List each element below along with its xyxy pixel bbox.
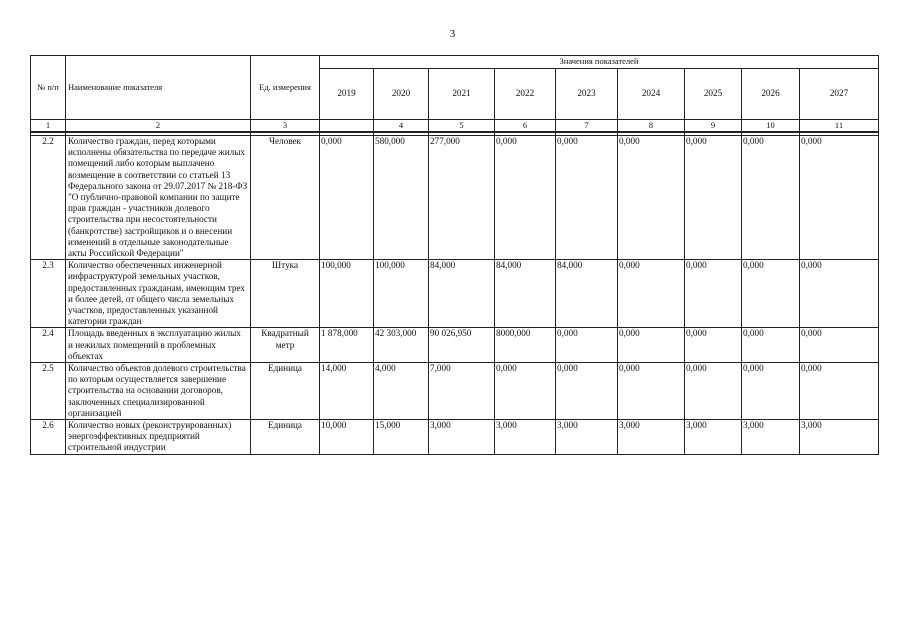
indicator-name: Количество обеспеченных инженерной инфраструктурой земельных участков, предоставленных гражданам, имеющим трех и более детей, от общего числа земельных участков, предоставленных указанной категории граждан: [66, 260, 251, 328]
indicator-value: 14,000: [320, 363, 374, 420]
indicator-value: 0,000: [742, 363, 800, 420]
column-number: 5: [429, 120, 495, 133]
column-number: 4: [374, 120, 429, 133]
indicator-value: 84,000: [429, 260, 495, 328]
column-number: 7: [556, 120, 618, 133]
header-year: 2019: [320, 69, 374, 120]
indicator-value: 3,000: [429, 420, 495, 455]
header-year: 2026: [742, 69, 800, 120]
column-number: 9: [685, 120, 742, 133]
indicator-value: 0,000: [800, 328, 879, 363]
column-number: [320, 120, 374, 133]
column-number: 11: [800, 120, 879, 133]
indicator-value: 277,000: [429, 136, 495, 260]
unit-of-measure: Человек: [251, 136, 320, 260]
indicator-value: 0,000: [800, 363, 879, 420]
indicator-value: 0,000: [495, 136, 556, 260]
column-number: 8: [618, 120, 685, 133]
header-year: 2020: [374, 69, 429, 120]
header-year: 2027: [800, 69, 879, 120]
header-year: 2025: [685, 69, 742, 120]
indicator-value: 0,000: [742, 328, 800, 363]
header-num: № п/п: [31, 56, 66, 120]
indicator-name: Количество объектов долевого строительства по которым осуществляется завершение строительства на основании договоров, заключенных специализированной организацией: [66, 363, 251, 420]
indicator-value: 0,000: [618, 136, 685, 260]
indicator-value: 3,000: [495, 420, 556, 455]
indicator-value: 4,000: [374, 363, 429, 420]
column-number: 6: [495, 120, 556, 133]
row-number: 2.3: [31, 260, 66, 328]
indicator-value: 3,000: [556, 420, 618, 455]
table-row: [31, 420, 879, 455]
indicator-value: 7,000: [429, 363, 495, 420]
indicator-value: 3,000: [685, 420, 742, 455]
header-unit: Ед. измерения: [251, 56, 320, 120]
table-row: [31, 363, 879, 420]
header-year: 2023: [556, 69, 618, 120]
indicator-value: 0,000: [556, 328, 618, 363]
unit-of-measure: Единица: [251, 363, 320, 420]
indicator-name: Количество новых (реконструированных) энергоэффективных предприятий строительной индустрии: [66, 420, 251, 455]
indicator-value: 0,000: [556, 363, 618, 420]
indicator-value: 3,000: [800, 420, 879, 455]
indicator-name: Количество граждан, перед которыми исполнены обязательства по передаче жилых помещений либо которым выплачено возмещение в соответствии со статьей 13 Федерального закона от 29.07.2017 № 218-ФЗ "О публично-правовой компании по защите прав граждан - участников долевого строительства при несостоятельности (банкротстве) застройщиков и о внесении изменений в отдельные законодательные акты Российской Федерации": [66, 136, 251, 260]
indicator-value: 0,000: [618, 363, 685, 420]
table-row: [31, 328, 879, 363]
indicator-value: 3,000: [618, 420, 685, 455]
indicator-value: 84,000: [495, 260, 556, 328]
indicator-value: 0,000: [685, 136, 742, 260]
indicator-name: Площадь введенных в эксплуатацию жилых и нежилых помещений в проблемных объектах: [66, 328, 251, 363]
page-number: 3: [449, 28, 456, 40]
indicator-value: 0,000: [618, 260, 685, 328]
indicator-value: 42 303,000: [374, 328, 429, 363]
indicator-value: 0,000: [618, 328, 685, 363]
indicator-value: 0,000: [685, 363, 742, 420]
column-number: 2: [66, 120, 251, 133]
indicator-value: 0,000: [685, 328, 742, 363]
indicator-value: 8000,000: [495, 328, 556, 363]
table-row: [31, 260, 879, 328]
indicators-table: [30, 55, 879, 455]
indicator-value: 0,000: [556, 136, 618, 260]
row-number: 2.6: [31, 420, 66, 455]
header-name: Наименование показателя: [66, 56, 251, 120]
indicator-value: 1 878,000: [320, 328, 374, 363]
indicator-value: 0,000: [800, 136, 879, 260]
indicator-value: 100,000: [374, 260, 429, 328]
column-number: 1: [31, 120, 66, 133]
header-values-group: Значения показателей: [320, 56, 879, 69]
unit-of-measure: Штука: [251, 260, 320, 328]
indicator-value: 90 026,950: [429, 328, 495, 363]
table-row: [31, 136, 879, 260]
row-number: 2.2: [31, 136, 66, 260]
indicator-value: 0,000: [685, 260, 742, 328]
unit-of-measure: Квадратный метр: [251, 328, 320, 363]
indicator-value: 0,000: [742, 260, 800, 328]
column-number: 10: [742, 120, 800, 133]
indicator-value: 0,000: [495, 363, 556, 420]
indicator-value: 0,000: [742, 136, 800, 260]
indicator-value: 3,000: [742, 420, 800, 455]
header-year: 2022: [495, 69, 556, 120]
indicator-value: 0,000: [800, 260, 879, 328]
header-year: 2024: [618, 69, 685, 120]
indicator-value: 0,000: [320, 136, 374, 260]
row-number: 2.4: [31, 328, 66, 363]
header-year: 2021: [429, 69, 495, 120]
unit-of-measure: Единица: [251, 420, 320, 455]
indicator-value: 100,000: [320, 260, 374, 328]
indicator-value: 580,000: [374, 136, 429, 260]
indicator-value: 10,000: [320, 420, 374, 455]
indicator-value: 84,000: [556, 260, 618, 328]
indicator-value: 15,000: [374, 420, 429, 455]
row-number: 2.5: [31, 363, 66, 420]
column-number: 3: [251, 120, 320, 133]
